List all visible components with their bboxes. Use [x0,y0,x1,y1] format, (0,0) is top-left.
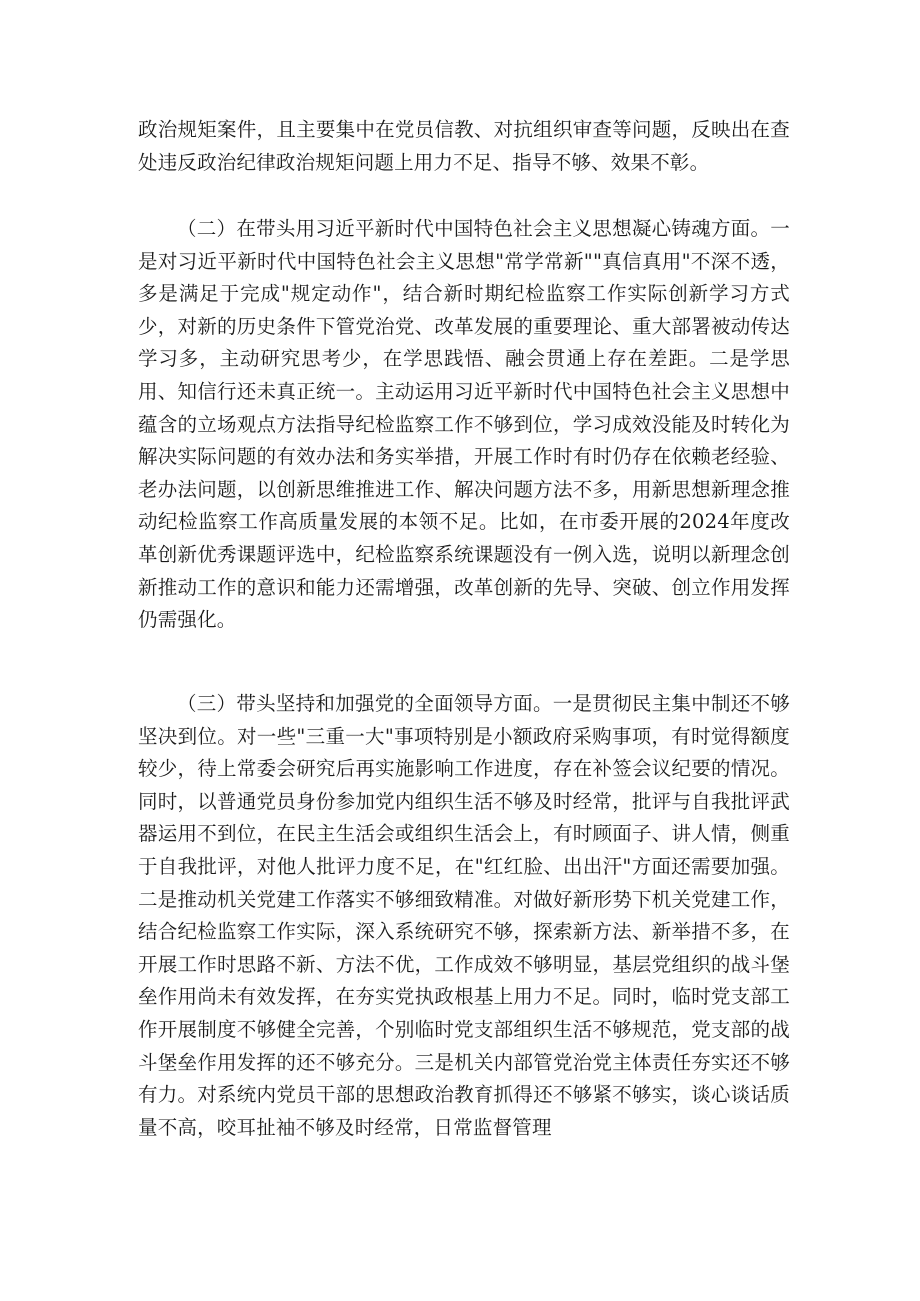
paragraph-section-three: （三）带头坚持和加强党的全面领导方面。一是贯彻民主集中制还不够坚决到位。对一些"三重一大"事项特别是小额政府采购事项，有时觉得额度较少，待上常委会研究后再实施影响工作进度，存在补签会议纪要的情况。同时，以普通党员身份参加党内组织生活不够及时经常，批评与自我批评武器运用不到位，在民主生活会或组织生活会上，有时顾面子、讲人情，侧重于自我批评，对他人批评力度不足，在"红红脸、出出汗"方面还需要加强。二是推动机关党建工作落实不够细致精准。对做好新形势下机关党建工作，结合纪检监察工作实际，深入系统研究不够，探索新方法、新举措不多，在开展工作时思路不新、方法不优，工作成效不够明显，基层党组织的战斗堡垒作用尚未有效发挥，在夯实党执政根基上用力不足。同时，临时党支部工作开展制度不够健全完善，个别临时党支部组织生活不够规范，党支部的战斗堡垒作用发挥的还不够充分。三是机关内部管党治党主体责任夯实还不够有力。对系统内党员干部的思想政治教育抓得还不够紧不够实，谈心谈话质量不高，咬耳扯袖不够及时经常，日常监督管理 [138,692,790,1139]
paragraph-section-two: （二）在带头用习近平新时代中国特色社会主义思想凝心铸魂方面。一是对习近平新时代中国特色社会主义思想"常学常新""真信真用"不深不透，多是满足于完成"规定动作"，结合新时期纪检监察工作实际创新学习方式少，对新的历史条件下管党治党、改革发展的重要理论、重大部署被动传达学习多，主动研究思考少，在学思践悟、融会贯通上存在差距。二是学思用、知信行还未真正统一。主动运用习近平新时代中国特色社会主义思想中蕴含的立场观点方法指导纪检监察工作不够到位，学习成效没能及时转化为解决实际问题的有效办法和务实举措，开展工作时有时仍存在依赖老经验、老办法问题，以创新思维推进工作、解决问题方法不多，用新思想新理念推动纪检监察工作高质量发展的本领不足。比如，在市委开展的2024年度改革创新优秀课题评选中，纪检监察系统课题没有一例入选，说明以新理念创新推动工作的意识和能力还需增强，改革创新的先导、突破、创立作用发挥仍需强化。 [138,217,790,632]
paragraph-continuation: 政治规矩案件，且主要集中在党员信教、对抗组织审查等问题，反映出在查处违反政治纪律政治规矩问题上用力不足、指导不够、效果不彰。 [138,118,790,174]
